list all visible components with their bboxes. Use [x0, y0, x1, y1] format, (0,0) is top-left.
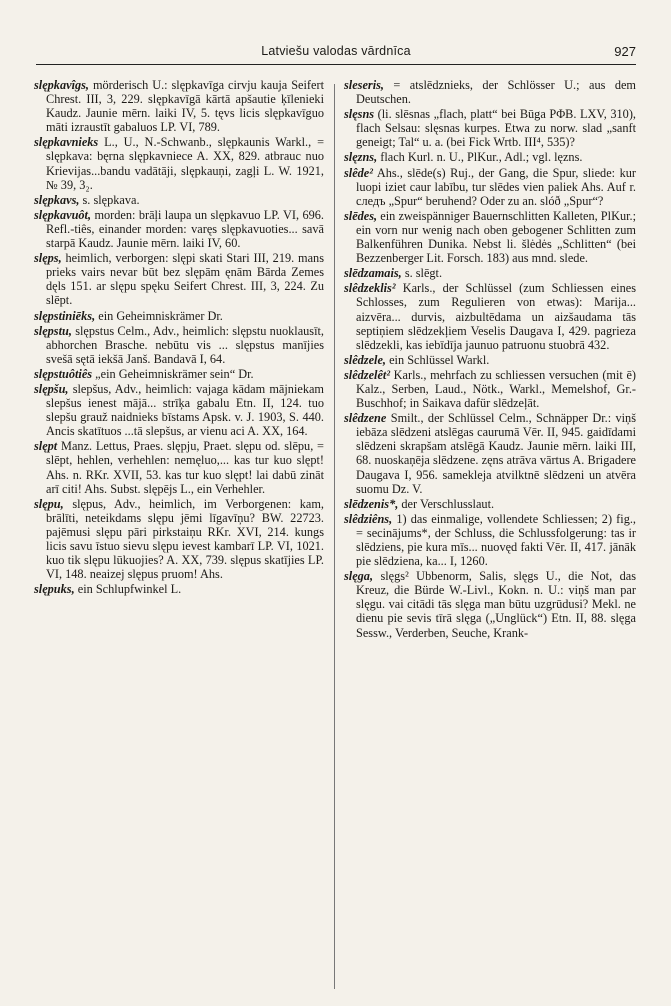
definition-text: s. slēgt. — [404, 266, 443, 281]
definition-text: ein Schlupfwinkel L. — [77, 582, 182, 597]
headword: slępkavnieks — [34, 135, 99, 150]
dictionary-entry — [344, 107, 636, 149]
dictionary-entry — [34, 193, 324, 207]
headword: slęzns, — [344, 150, 378, 165]
dictionary-entry — [34, 497, 324, 582]
definition-text: slępus, Adv., heimlich, im Verborgenen: kam, brālīti, neteikdams slępu jēmi līgavīņu? BW. 22723. pajēmusi slępu pāri pirkstaiņu RKr. XVI, 214. kungs licis savu īstuo sievu slępu ievest kambarī LP. VI, 1021. kuo tik slępu lūkuojies? A. XX, 739. slępus skatījies LP. VI, 148. neaizej slępus pruom! Ahs. — [46, 496, 324, 582]
definition-text: slępstus Celm., Adv., heimlich: slępstu nuoklausīt, abhorchen Brasche. nebūtu vis ... slępstus manījies svešā sętā iekšā Janš. Bandavā I, 64. — [46, 323, 324, 366]
headword: slępt — [34, 439, 58, 454]
headword: slēdzamais, — [344, 266, 402, 281]
definition-text: 1) das einmalige, vollendete Schliessen; 2) fig., = secinājums*, der Schluss, die Schlussfolgerung: tas ir slēdziens, pie kura mīs... nuovęd fakti Vēr. II, 417. jānāk pie slēdziena, ka... I, 1260. — [356, 511, 636, 569]
definition-text: s. slępkava. — [82, 192, 140, 207]
running-title: Latviešu valodas vārdnīca — [261, 44, 411, 58]
headword: slēdes, — [344, 208, 378, 223]
headword: slêdzeklis² — [344, 281, 396, 296]
dictionary-entry — [34, 251, 324, 307]
left-column — [34, 78, 324, 597]
definition-text: heimlich, verborgen: slępi skati Stari III, 219. mans prieks vairs nevar būt bez slępām ęnām Bārda Zemes dęls 151. ar slępu spęku Seifert Chrest. III, 3, 224. Zu slēpt. — [46, 251, 324, 308]
headword: slêdziêns, — [344, 511, 393, 526]
headword: slępstuôtiês — [34, 366, 93, 381]
definition-text: ein Geheimniskrämer Dr. — [98, 308, 223, 323]
dictionary-entry — [34, 439, 324, 495]
definition-text: mörderisch U.: slępkavīga cirvju kauja Seifert Chrest. III, 3, 229. slępkavīgā kārtā apšautie ķīlenieki Kaudz. Jaunie mērn. laiki IV, 5. tęvs licis slępkavīguo māti izraustīt gabaluos LP. VI, 789. — [46, 78, 324, 135]
definition-text: Manz. Lettus, Praes. slępju, Praet. slępu od. slēpu, = slēpt, hehlen, verhehlen: nemęluo,... kas tur kuo slępt! Ahs. n. RKr. XVII, 53. kas tur kuo slępt! lai dabū zināt arī citi! Ahs. Subst. slępējs L., ein Verhehler. — [46, 439, 324, 496]
headword: sleseris, — [344, 78, 384, 92]
headword: slęps, — [34, 251, 62, 266]
definition-text: (li. slēsnas „flach, platt“ bei Būga PΦB. LXV, 310), flach Selsau: slęsnas kurpes. Etwa zu norw. slad „sanft geneigt; Tal“ u. a. (bei Fick Wrtb. III⁴, 535)? — [356, 107, 636, 150]
headword: slępšu, — [34, 381, 69, 396]
definition-text: slęgs² Ubbenorm, Salis, slęgs U., die Not, das Kreuz, die Bürde W.-Livl., Kokn. n. U.: viņš man par slęgu. vai citādi tās slęga man būtu uzgrūdusi? Mekl. ne dienu pie sevis tīrā slęga („Unglück“) Etn. II, 88. slęga Sessw., Verderben, Seuche, Krank- — [356, 569, 636, 640]
dictionary-entry — [34, 582, 324, 596]
headword: slępkavuôt, — [34, 207, 92, 222]
headword: slęga, — [344, 569, 374, 584]
headword: slêde² — [344, 165, 373, 180]
definition-text: = atslēdznieks, der Schlösser U.; aus dem Deutschen. — [356, 78, 636, 107]
definition-text: „ein Geheimniskrämer sein“ Dr. — [95, 366, 254, 381]
definition-text: ein zweispänniger Bauernschlitten Kalleten, PlKur.; ein vorn nur wenig nach oben gebogener Schlitten zum Balkenführen Dunika. Nebst li. šlėdės „Schlitten“ (bei Bezzenberger Lit. Forsch. 183) aus mnd. slede. — [356, 208, 637, 266]
headword: slępkavîgs, — [34, 78, 89, 92]
dictionary-entry — [344, 209, 636, 265]
dictionary-entry — [344, 281, 636, 351]
dictionary-entry — [344, 150, 636, 164]
definition-text: L., U., N.-Schwanb., slępkaunis Warkl., = slępkava: bęrna slępkavniece A. XX, 829. atbrauc nuo Krievijas...bandu vadātāji, slępkauņi, zagļi L. W. 1921, № 39, 3₂. — [46, 135, 324, 192]
dictionary-entry — [34, 382, 324, 438]
page-number: 927 — [614, 44, 636, 59]
headword: slęsns — [344, 107, 375, 122]
dictionary-entry — [34, 367, 324, 381]
dictionary-entry — [344, 569, 636, 639]
headword: slępu, — [34, 496, 64, 511]
definition-text: ein Schlüssel Warkl. — [389, 352, 490, 367]
headword: slępstu, — [34, 323, 72, 338]
dictionary-entry — [34, 78, 324, 134]
dictionary-entry — [34, 208, 324, 250]
headword: slêdzene — [344, 411, 387, 426]
definition-text: Smilt., der Schlüssel Celm., Schnäpper Dr.: viņš iebāza slēdzeni atslēgas caurumā Vēr. II, 945. gaidīdami slēdzeni skrapšam atslēgā Kaudz. Jaunie mērn. laiki III, 68. nuoskaņēja slēdzene. zęns atrāva vārtus A. Brigadere Daugava I, 956. samekleja atvilktnē slēdzeni un atvēra suomu Dz. V. — [356, 411, 636, 496]
right-column — [344, 78, 636, 641]
dictionary-entry — [344, 368, 636, 410]
dictionary-entry — [344, 512, 636, 568]
definition-text: Karls., der Schlüssel (zum Schliessen eines Schlosses, zum Regulieren von etwas): Marija... aizvēra... durvis, aizbultēdama un aizšaudama tās septiņiem slēdzekļiem Veselis Daugava I, 429. pagrieza slēdzekli, kas iebīdīja jaunuo patruonu stuobrā 432. — [356, 281, 636, 352]
definition-text: Ahs., slēde(s) Ruj., der Gang, die Spur, sliede: kur luopi iziet caur labību, tur slēdes vien paliek Ahs. Auf r. следъ „Spur“ beruhend? Oder zu an. slóð „Spur“? — [356, 165, 637, 208]
definition-text: Karls., mehrfach zu schliessen versuchen (mit ē) Kalz., Serben, Laud., Nötk., Warkl., Memelshof, Gr.-Buschhof; in Saikava dafür slēdzeļāt. — [356, 367, 637, 411]
dictionary-entry — [34, 309, 324, 323]
headword: slêdzelêt² — [344, 367, 391, 382]
headword: slēdzenis*, — [344, 496, 399, 511]
definition-text: der Verschlusslaut. — [401, 496, 495, 511]
headword: slępuks, — [34, 582, 75, 597]
definition-text: slepšus, Adv., heimlich: vajaga kādam mājniekam slepšus ienest mājā... strīķa gabalu Etn. II, 124. tuo slepšu grauž naidnieks bīstams Apsk. v. J. 1903, S. 440. Ancis skatītuos ...tā slepšus, ar vienu aci A. XX, 164. — [46, 381, 325, 439]
dictionary-entry — [344, 78, 636, 106]
definition-text: morden: brāļi laupa un slępkavuo LP. VI, 696. Refl.-tiês, einander morden: varęs slępkavuoties... savā starpā Kaudz. Jaunie mērn. laiki IV, 60. — [46, 207, 324, 251]
dictionary-entry — [34, 324, 324, 366]
definition-text: flach Kurl. n. U., PlKur., Adl.; vgl. lęzns. — [380, 150, 583, 165]
dictionary-entry — [344, 411, 636, 496]
column-divider — [334, 84, 335, 989]
page-header — [36, 44, 636, 65]
headword: slêdzele, — [344, 352, 387, 367]
dictionary-entry — [344, 497, 636, 511]
headword: slępstiniēks, — [34, 308, 96, 323]
dictionary-entry — [344, 166, 636, 208]
dictionary-entry — [344, 266, 636, 280]
headword: slępkavs, — [34, 192, 80, 207]
dictionary-entry — [344, 353, 636, 367]
dictionary-entry — [34, 135, 324, 191]
